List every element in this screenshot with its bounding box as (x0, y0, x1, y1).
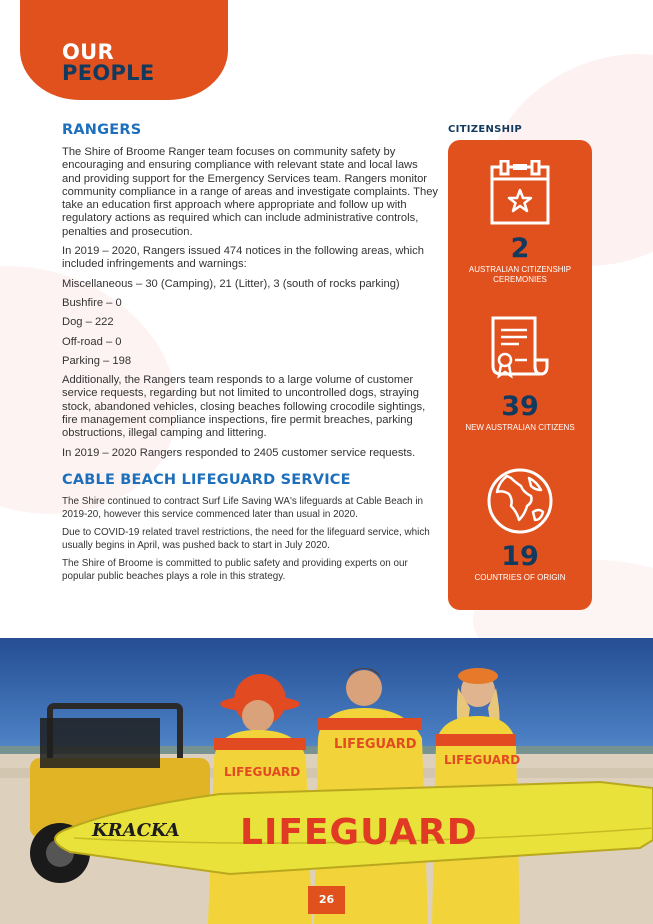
lifeguard-heading: CABLE BEACH LIFEGUARD SERVICE (62, 471, 351, 488)
stat-countries (448, 468, 592, 583)
rangers-paragraph: In 2019 – 2020 Rangers responded to 2405 customer service requests. (62, 446, 416, 459)
stat-value: 19 (501, 541, 539, 572)
shirt-text: LIFEGUARD (444, 753, 521, 767)
rangers-paragraph: The Shire of Broome Ranger team focuses on community safety by encouraging and ensuring compliance with relevant state and local laws and providing support for the Emergency Services team. Rangers monitor community compliance in a range of areas and investigate complaints. They take an education first approach where appropriate and follow up with regulatory actions as required which can include administrative controls, penalties and prosecution. (62, 146, 439, 238)
rangers-heading: RANGERS (62, 122, 142, 138)
shirt-text: LIFEGUARD (334, 737, 417, 752)
rangers-notice-item: Dog – 222 (62, 316, 114, 329)
lifeguard-paragraph: Due to COVID-19 related travel restrictions, the need for the lifeguard service, which usually begins in April, was pushed back to start in July 2020. (62, 527, 430, 551)
certificate-icon (489, 316, 551, 382)
page-number: 26 (308, 886, 345, 914)
stat-ceremonies (448, 160, 592, 285)
stat-label: COUNTRIES OF ORIGIN (474, 573, 566, 582)
section-title-line2: PEOPLE (62, 61, 155, 85)
calendar-star-icon (489, 160, 551, 226)
stat-value: 39 (501, 391, 539, 422)
board-text: LIFEGUARD (240, 812, 478, 853)
citizenship-label: CITIZENSHIP (448, 124, 522, 135)
rangers-notice-item: Off-road – 0 (62, 335, 122, 348)
lifeguard-photo (0, 638, 653, 924)
rangers-paragraph: Additionally, the Rangers team responds to a large volume of customer service requests, regarding but not limited to uncontrolled dogs, straying stock, abandoned vehicles, closing beaches following crocodile sightings, fire management compliance inspections, fire permit breaches, parking obstructions, illegal camping and littering. (62, 374, 426, 440)
section-title-line1: OUR (62, 40, 114, 64)
stat-label: AUSTRALIAN CITIZENSHIP CEREMONIES (468, 265, 572, 284)
rangers-paragraph: In 2019 – 2020, Rangers issued 474 notices in the following areas, which included infringements and warnings: (62, 245, 424, 271)
rangers-notice-item: Parking – 198 (62, 354, 132, 367)
stat-new-citizens (448, 316, 592, 433)
lifeguard-paragraph: The Shire continued to contract Surf Life Saving WA's lifeguards at Cable Beach in 2019-20, however this service commenced later than usual in 2020. (62, 495, 424, 520)
section-title (62, 42, 155, 84)
globe-icon (487, 468, 553, 534)
stat-label: NEW AUSTRALIAN CITIZENS (465, 423, 575, 432)
lifeguard-paragraph: The Shire of Broome is committed to public safety and providing experts on our popular public beaches plays a role in this strategy. (62, 558, 408, 582)
rangers-notice-item: Bushfire – 0 (62, 296, 122, 309)
main-content (62, 122, 438, 590)
board-brand: KRACKA (92, 820, 180, 841)
shirt-text: LIFEGUARD (224, 765, 301, 779)
stat-value: 2 (510, 233, 530, 264)
citizenship-panel (448, 140, 592, 610)
lifeguard-photo-illustration (0, 638, 653, 924)
rangers-notice-item: Miscellaneous – 30 (Camping), 21 (Litter), 3 (south of rocks parking) (62, 277, 400, 290)
